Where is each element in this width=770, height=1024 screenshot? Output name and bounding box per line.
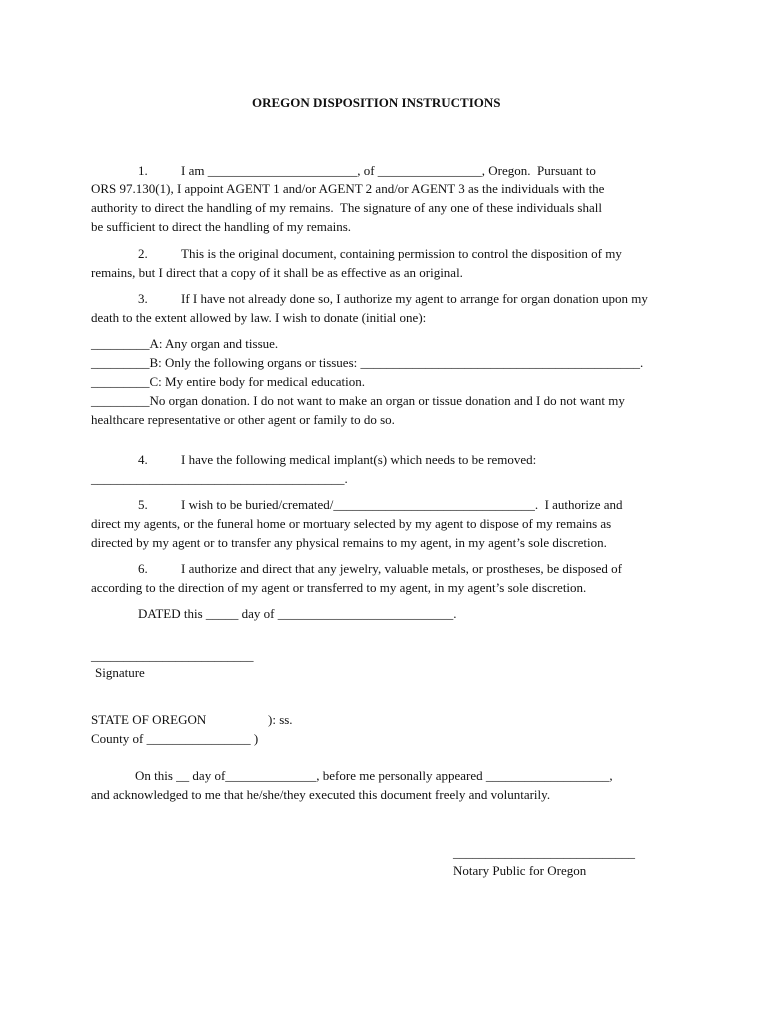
paragraph-2-line: This is the original document, containing permission to control the disposition of my (181, 246, 622, 261)
county-line: County of ________________ ) (91, 731, 259, 746)
option-a: _________A: Any organ and tissue. (91, 336, 279, 351)
signature-line: _________________________ (91, 648, 254, 663)
paragraph-1-number: 1. (138, 163, 148, 178)
notary-label: Notary Public for Oregon (453, 863, 587, 878)
state-ss: ): ss. (268, 712, 293, 727)
paragraph-5-number: 5. (138, 497, 148, 512)
paragraph-1-line: I am _______________________, of ________________, Oregon. Pursuant to (181, 163, 596, 178)
paragraph-3-number: 3. (138, 291, 148, 306)
paragraph-3-line: If I have not already done so, I authorize my agent to arrange for organ donation upon my (181, 291, 648, 306)
document-title: OREGON DISPOSITION INSTRUCTIONS (252, 95, 501, 110)
paragraph-5-line: I wish to be buried/cremated/_______________________________. I authorize and (181, 497, 623, 512)
paragraph-6-line: I authorize and direct that any jewelry, valuable metals, or prostheses, be disposed of (181, 561, 623, 576)
notary-ack-line: and acknowledged to me that he/she/they executed this document freely and voluntarily. (91, 787, 551, 802)
notary-signature-line: ____________________________ (453, 845, 635, 860)
notary-ack-line: On this __ day of______________, before me personally appeared ___________________, (135, 768, 613, 783)
paragraph-2-line: remains, but I direct that a copy of it shall be as effective as an original. (91, 265, 463, 280)
paragraph-4-line: I have the following medical implant(s) which needs to be removed: (181, 452, 537, 467)
option-b: _________B: Only the following organs or tissues: ___________________________________________. (91, 355, 644, 370)
paragraph-6-number: 6. (138, 561, 148, 576)
option-c: _________C: My entire body for medical education. (91, 374, 366, 389)
paragraph-4-number: 4. (138, 452, 148, 467)
paragraph-6-line: according to the direction of my agent or transferred to my agent, in my agent’s sole discretion. (91, 580, 587, 595)
paragraph-5-line: direct my agents, or the funeral home or mortuary selected by my agent to dispose of my remains as (91, 516, 612, 531)
paragraph-3-line: death to the extent allowed by law. I wish to donate (initial one): (91, 310, 427, 325)
option-no-donation: _________No organ donation. I do not want to make an organ or tissue donation and I do not want my (91, 393, 625, 408)
paragraph-5-line: directed by my agent or to transfer any physical remains to my agent, in my agent’s sole discretion. (91, 535, 607, 550)
dated-line: DATED this _____ day of ___________________________. (138, 606, 457, 621)
state-name: STATE OF OREGON (91, 712, 207, 727)
paragraph-1-line: ORS 97.130(1), I appoint AGENT 1 and/or AGENT 2 and/or AGENT 3 as the individuals with the (91, 181, 605, 196)
paragraph-1-line: be sufficient to direct the handling of my remains. (91, 219, 352, 234)
paragraph-1-line: authority to direct the handling of my remains. The signature of any one of these individuals shall (91, 200, 602, 215)
paragraph-2-number: 2. (138, 246, 148, 261)
option-no-donation-cont: healthcare representative or other agent or family to do so. (91, 412, 395, 427)
signature-label: Signature (95, 665, 145, 680)
paragraph-4-line: _______________________________________. (91, 471, 348, 486)
